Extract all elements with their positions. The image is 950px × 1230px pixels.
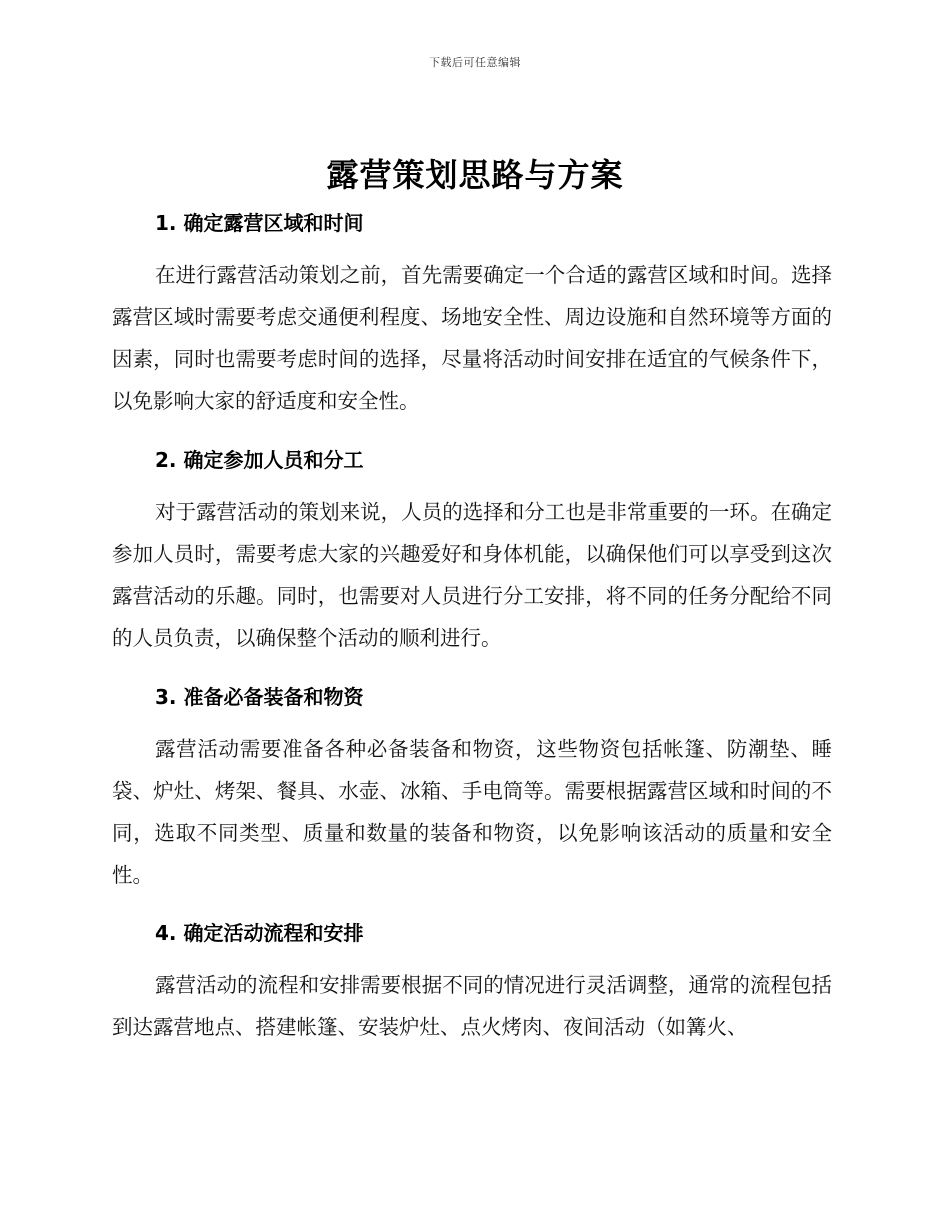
- page-header-note: 下载后可任意编辑: [429, 56, 521, 69]
- section-paragraph-3: 露营活动需要准备各种必备装备和物资，这些物资包括帐篷、防潮垫、睡袋、炉灶、烤架、餐具、水壶、冰箱、手电筒等。需要根据露营区域和时间的不同，选取不同类型、质量和数量的装备和物资，以免影响该活动的质量和安全性。: [112, 737, 832, 887]
- section-heading-2: 2. 确定参加人员和分工: [155, 448, 364, 472]
- section-paragraph-1: 在进行露营活动策划之前，首先需要确定一个合适的露营区域和时间。选择露营区域时需要考虑交通便利程度、场地安全性、周边设施和自然环境等方面的因素，同时也需要考虑时间的选择，尽量将活动时间安排在适宜的气候条件下，以免影响大家的舒适度和安全性。: [112, 263, 832, 413]
- section-paragraph-2: 对于露营活动的策划来说，人员的选择和分工也是非常重要的一环。在确定参加人员时，需要考虑大家的兴趣爱好和身体机能，以确保他们可以享受到这次露营活动的乐趣。同时，也需要对人员进行分工安排，将不同的任务分配给不同的人员负责，以确保整个活动的顺利进行。: [112, 500, 832, 650]
- section-heading-3: 3. 准备必备装备和物资: [155, 685, 364, 709]
- section-heading-4: 4. 确定活动流程和安排: [155, 921, 364, 945]
- section-heading-1: 1. 确定露营区域和时间: [155, 211, 364, 235]
- section-paragraph-4: 露营活动的流程和安排需要根据不同的情况进行灵活调整，通常的流程包括到达露营地点、搭建帐篷、安装炉灶、点火烤肉、夜间活动（如篝火、: [112, 973, 832, 1039]
- document-title: 露营策划思路与方案: [326, 156, 624, 194]
